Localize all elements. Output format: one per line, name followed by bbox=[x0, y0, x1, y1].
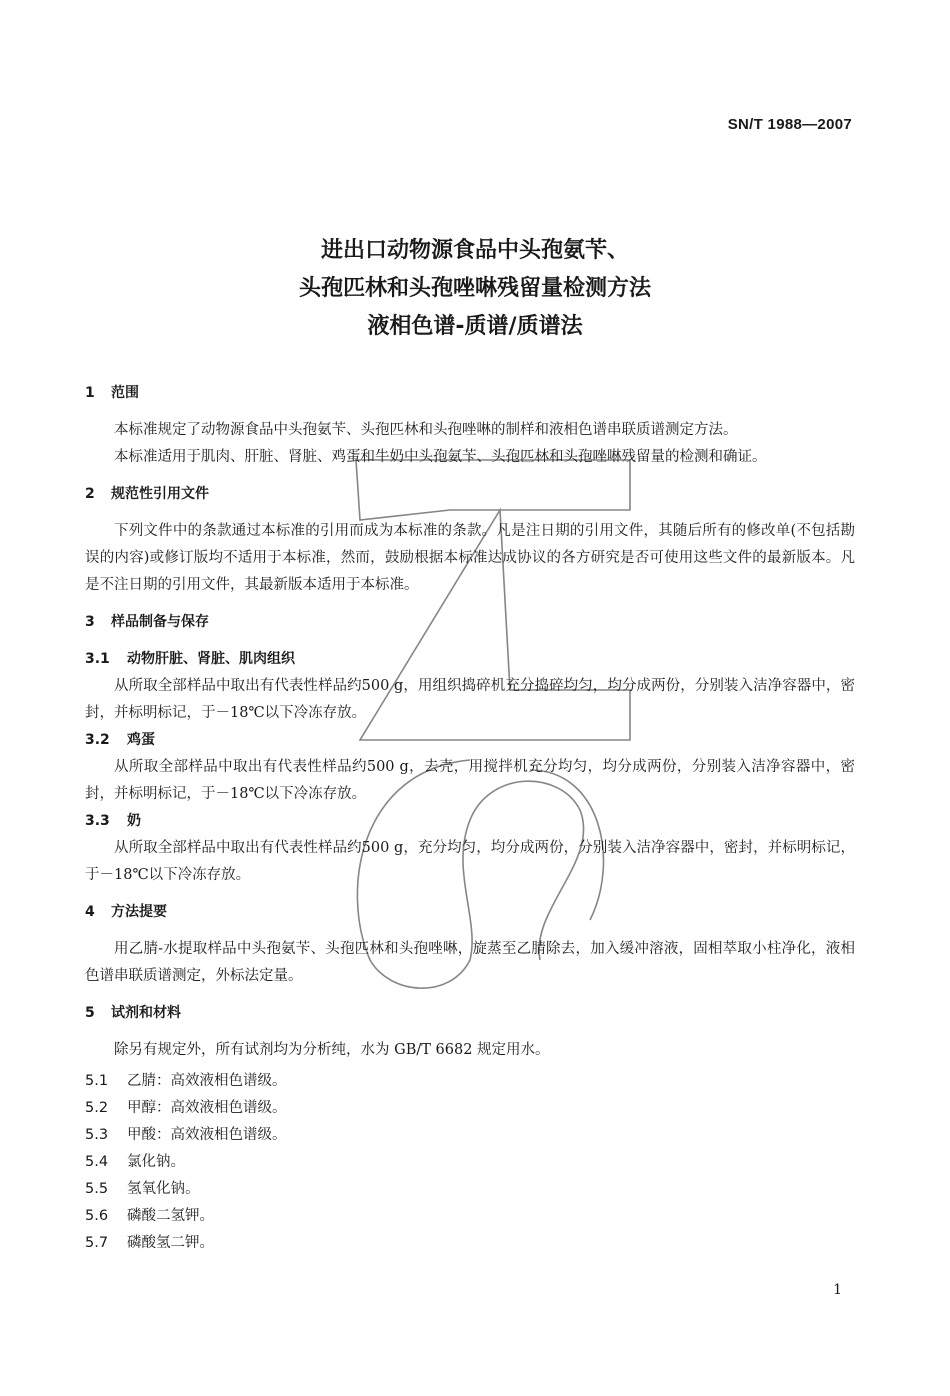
section-title: 试剂和材料 bbox=[111, 1005, 181, 1021]
subsection-3-1-paragraph: 从所取全部样品中取出有代表性样品约500 g，用组织捣碎机充分捣碎均匀，均分成两份，分别装入洁净容器中，密封，并标明标记，于－18℃以下冷冻存放。 bbox=[85, 678, 855, 721]
list-item-number: 5.1 bbox=[85, 1073, 109, 1089]
document-body bbox=[85, 380, 855, 1257]
title-line-3: 液相色谱-质谱/质谱法 bbox=[367, 314, 583, 339]
list-item-text: 乙腈：高效液相色谱级。 bbox=[127, 1073, 287, 1089]
subsection-3-1-heading bbox=[85, 646, 855, 673]
list-item-text: 磷酸二氢钾。 bbox=[127, 1208, 214, 1224]
title-line-2: 头孢匹林和头孢唑啉残留量检测方法 bbox=[298, 276, 651, 301]
subsection-title: 奶 bbox=[127, 813, 141, 829]
list-item-number: 5.7 bbox=[85, 1235, 109, 1251]
section-2-paragraph-1: 下列文件中的条款通过本标准的引用而成为本标准的条款。凡是注日期的引用文件，其随后所有的修改单(不包括勘误的内容)或修订版均不适用于本标准，然而，鼓励根据本标准达成协议的各方研究是否可使用这些文件的最新版本。凡是不注日期的引用文件，其最新版本适用于本标准。 bbox=[85, 523, 855, 593]
subsection-3-2-heading bbox=[85, 727, 855, 754]
list-item-number: 5.4 bbox=[85, 1154, 109, 1170]
list-item bbox=[85, 1068, 855, 1095]
list-item-number: 5.3 bbox=[85, 1127, 109, 1143]
document-title bbox=[0, 232, 950, 346]
list-item bbox=[85, 1122, 855, 1149]
section-4-heading bbox=[85, 899, 855, 926]
title-line-1: 进出口动物源食品中头孢氨苄、 bbox=[320, 238, 629, 263]
section-number: 5 bbox=[85, 1005, 95, 1021]
standard-code: SN/T 1988—2007 bbox=[727, 116, 852, 133]
section-5-heading bbox=[85, 1000, 855, 1027]
list-item-number: 5.5 bbox=[85, 1181, 109, 1197]
subsection-number: 3.1 bbox=[85, 651, 110, 667]
list-item bbox=[85, 1095, 855, 1122]
section-number: 3 bbox=[85, 614, 95, 630]
section-1-paragraph-1: 本标准规定了动物源食品中头孢氨苄、头孢匹林和头孢唑啉的制样和液相色谱串联质谱测定方法。 bbox=[114, 422, 738, 438]
list-item bbox=[85, 1230, 855, 1257]
list-item-text: 甲醇：高效液相色谱级。 bbox=[127, 1100, 287, 1116]
list-item-text: 磷酸氢二钾。 bbox=[127, 1235, 214, 1251]
section-title: 方法提要 bbox=[111, 904, 167, 920]
section-number: 1 bbox=[85, 385, 95, 401]
section-1-heading bbox=[85, 380, 855, 407]
subsection-3-3-heading bbox=[85, 808, 855, 835]
list-item-text: 氢氧化钠。 bbox=[127, 1181, 200, 1197]
section-2-heading bbox=[85, 481, 855, 508]
section-number: 4 bbox=[85, 904, 95, 920]
subsection-3-2-paragraph: 从所取全部样品中取出有代表性样品约500 g，去壳，用搅拌机充分均匀，均分成两份，分别装入洁净容器中，密封，并标明标记，于－18℃以下冷冻存放。 bbox=[85, 759, 855, 802]
section-3-heading bbox=[85, 609, 855, 636]
section-5-paragraph-1: 除另有规定外，所有试剂均为分析纯，水为 GB/T 6682 规定用水。 bbox=[114, 1042, 550, 1058]
list-item-text: 氯化钠。 bbox=[127, 1154, 185, 1170]
subsection-3-3-paragraph: 从所取全部样品中取出有代表性样品约500 g，充分均匀，均分成两份，分别装入洁净容器中，密封，并标明标记，于－18℃以下冷冻存放。 bbox=[85, 840, 855, 883]
list-item-number: 5.6 bbox=[85, 1208, 109, 1224]
list-item bbox=[85, 1176, 855, 1203]
section-number: 2 bbox=[85, 486, 95, 502]
page-number: 1 bbox=[833, 1282, 842, 1298]
subsection-title: 鸡蛋 bbox=[127, 732, 155, 748]
section-title: 样品制备与保存 bbox=[111, 614, 209, 630]
subsection-number: 3.2 bbox=[85, 732, 110, 748]
subsection-number: 3.3 bbox=[85, 813, 110, 829]
section-title: 范围 bbox=[111, 385, 139, 401]
subsection-title: 动物肝脏、肾脏、肌肉组织 bbox=[127, 651, 295, 667]
list-item bbox=[85, 1149, 855, 1176]
list-item bbox=[85, 1203, 855, 1230]
section-title: 规范性引用文件 bbox=[111, 486, 209, 502]
section-1-paragraph-2: 本标准适用于肌肉、肝脏、肾脏、鸡蛋和牛奶中头孢氨苄、头孢匹林和头孢唑啉残留量的检测和确证。 bbox=[114, 449, 767, 465]
section-4-paragraph-1: 用乙腈-水提取样品中头孢氨苄、头孢匹林和头孢唑啉，旋蒸至乙腈除去，加入缓冲溶液，固相萃取小柱净化，液相色谱串联质谱测定，外标法定量。 bbox=[85, 941, 855, 984]
list-item-text: 甲酸：高效液相色谱级。 bbox=[127, 1127, 287, 1143]
list-item-number: 5.2 bbox=[85, 1100, 109, 1116]
